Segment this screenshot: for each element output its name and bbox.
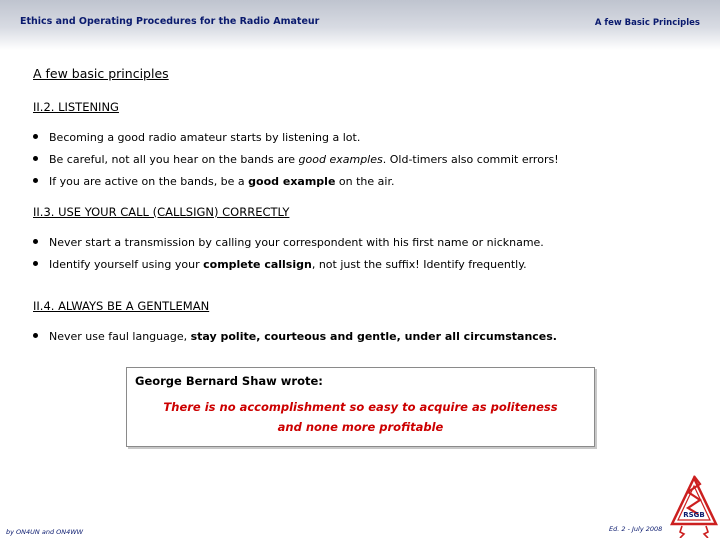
slide-title: A few basic principles [33, 66, 169, 81]
footer-edition: Ed. 2 - July 2008 [609, 525, 663, 533]
bullet-text: If you are active on the bands, be a good example on the air. [49, 175, 395, 188]
emphasis-text: good examples [298, 153, 383, 166]
bullet-dot-icon [33, 261, 38, 266]
rsgb-logo-icon [670, 474, 718, 538]
bullet-text: Never use faul language, stay polite, courteous and gentle, under all circumstances. [49, 330, 557, 343]
bullet-dot-icon [33, 333, 38, 338]
bullet-item [33, 236, 544, 249]
quote-box [126, 367, 595, 447]
emphasis-text: stay polite, courteous and gentle, under all circumstances. [190, 330, 557, 343]
bullet-item [33, 330, 557, 343]
bullet-dot-icon [33, 239, 38, 244]
bullet-item [33, 131, 360, 144]
emphasis-text: good example [248, 175, 336, 188]
bullet-text: Never start a transmission by calling your correspondent with his first name or nickname. [49, 236, 544, 249]
presentation-title: Ethics and Operating Procedures for the Radio Amateur [20, 16, 320, 27]
quote-line-1: There is no accomplishment so easy to acquire as politeness [163, 400, 558, 414]
quote-author: George Bernard Shaw wrote: [135, 374, 323, 388]
section-heading-listening: II.2. LISTENING [33, 100, 119, 114]
bullet-item [33, 258, 527, 271]
bullet-dot-icon [33, 134, 38, 139]
emphasis-text: complete callsign [203, 258, 312, 271]
rsgb-logo-text: RSGB [683, 511, 705, 519]
section-heading-callsign: II.3. USE YOUR CALL (CALLSIGN) CORRECTLY [33, 205, 290, 219]
bullet-text: Becoming a good radio amateur starts by listening a lot. [49, 131, 361, 144]
bullet-item [33, 175, 394, 188]
slide-header [0, 0, 720, 50]
footer-authors: by ON4UN and ON4WW [6, 528, 84, 536]
bullet-dot-icon [33, 156, 38, 161]
bullet-item [33, 153, 559, 166]
slide-topic: A few Basic Principles [594, 18, 700, 28]
bullet-text: Be careful, not all you hear on the bands are good examples. Old-timers also commit errors! [49, 153, 559, 166]
bullet-text: Identify yourself using your complete callsign, not just the suffix! Identify frequently. [49, 258, 527, 271]
quote-line-2: and none more profitable [277, 420, 444, 434]
bullet-dot-icon [33, 178, 38, 183]
section-heading-gentleman: II.4. ALWAYS BE A GENTLEMAN [33, 299, 210, 313]
